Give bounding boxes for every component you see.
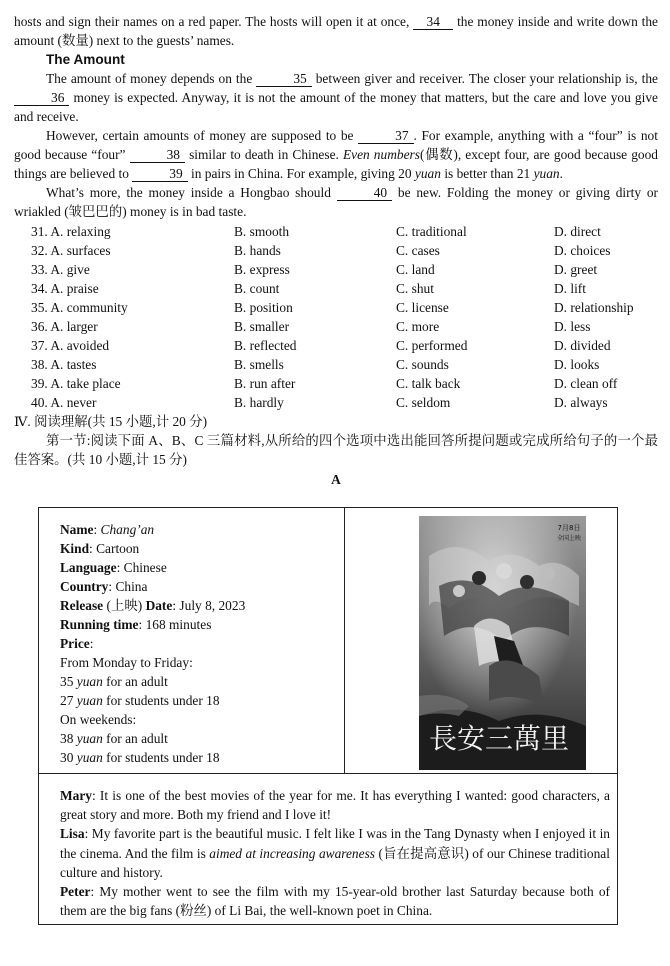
- text: money is expected. Anyway, it is not the amount of the money that matters, but the care and love you give and receive.: [14, 90, 658, 124]
- option-item: C. performed: [396, 338, 468, 353]
- text-italic: yuan: [414, 166, 441, 181]
- option-item: D. divided: [554, 338, 611, 353]
- option-item: C. sounds: [396, 357, 449, 372]
- option-row: [14, 317, 658, 336]
- field-note: (上映): [106, 598, 143, 613]
- info-row: Price:: [60, 636, 94, 651]
- option-item: 31. A. relaxing: [31, 224, 111, 239]
- field-value: China: [115, 579, 148, 594]
- text: is better than 21: [444, 166, 531, 181]
- price-heading: From Monday to Friday:: [60, 655, 193, 670]
- option-row: [14, 393, 658, 412]
- blank-35: 35: [256, 71, 311, 87]
- exam-page: [14, 12, 658, 488]
- field-value: 168 minutes: [145, 617, 212, 632]
- field-value: Cartoon: [96, 541, 140, 556]
- price-row: [60, 672, 340, 691]
- text: . For example, anything with a “four” is not good because “four”: [14, 128, 658, 162]
- field-key: Name: [60, 522, 94, 537]
- field-key: Release: [60, 598, 104, 613]
- option-row: [14, 298, 658, 317]
- option-item: C. talk back: [396, 376, 461, 391]
- info-row: Name: Chang’an: [60, 522, 155, 537]
- option-row: [14, 374, 658, 393]
- option-item: D. relationship: [554, 300, 634, 315]
- paragraph-1: [14, 12, 658, 50]
- price: 27: [60, 693, 74, 708]
- option-item: D. choices: [554, 243, 611, 258]
- option-item: C. traditional: [396, 224, 467, 239]
- option-item: 35. A. community: [31, 300, 128, 315]
- paragraph-4: [14, 183, 658, 221]
- text: between giver and receiver. The closer your relationship is, the: [315, 71, 658, 86]
- blank-38: 38: [130, 147, 185, 163]
- option-item: 37. A. avoided: [31, 338, 110, 353]
- price: 35: [60, 674, 74, 689]
- option-item: 32. A. surfaces: [31, 243, 111, 258]
- price-row: [60, 748, 340, 767]
- unit: yuan: [76, 750, 103, 765]
- review-mary: Mary: It is one of the best movies of the year for me. It has everything I wanted: good characters, a great story and more. Both my friend and I love it!: [60, 788, 610, 823]
- blank-34: 34: [413, 14, 453, 30]
- text: hosts and sign their names on a red paper. The hosts will open it at once,: [14, 14, 410, 29]
- text: .: [559, 166, 563, 181]
- info-row: Release (上映) Date: July 8, 2023: [60, 598, 246, 613]
- price: 38: [60, 731, 74, 746]
- option-item: D. clean off: [554, 376, 618, 391]
- poster-title: 長安三萬里: [428, 722, 570, 755]
- text: be new. Folding the money or giving dirty or wriakled (皱巴巴的) money is in bad taste.: [14, 185, 658, 219]
- price-heading: On weekends:: [60, 712, 137, 727]
- text: the money inside and write down the amount (数量) next to the guests’ names.: [14, 14, 658, 48]
- option-item: B. position: [234, 300, 293, 315]
- option-row: [14, 260, 658, 279]
- field-key: Language: [60, 560, 117, 575]
- text-italic: Even numbers: [342, 147, 420, 162]
- divider: [344, 508, 345, 773]
- option-item: C. cases: [396, 243, 440, 258]
- price: 30: [60, 750, 74, 765]
- option-row: [14, 222, 658, 241]
- reviewer-name: Mary: [60, 788, 92, 803]
- option-item: C. license: [396, 300, 449, 315]
- option-item: B. smooth: [234, 224, 290, 239]
- info-row: Language: Chinese: [60, 560, 167, 575]
- option-row: [14, 241, 658, 260]
- option-item: B. hands: [234, 243, 281, 258]
- field-value: Chinese: [123, 560, 167, 575]
- option-item: 40. A. never: [31, 395, 97, 410]
- option-item: D. always: [554, 395, 608, 410]
- paragraph-2: [14, 69, 658, 126]
- paragraph-3: [14, 126, 658, 183]
- review-text: My favorite part is the beautiful music. I felt like I was in the Tang Dynasty when I enjoyed it in the cinema. And the film is: [60, 826, 610, 861]
- options-list: [14, 222, 658, 412]
- option-item: B. run after: [234, 376, 296, 391]
- option-item: D. direct: [554, 224, 601, 239]
- poster-date-sub: 全国上映: [556, 535, 582, 542]
- option-item: 36. A. larger: [31, 319, 98, 334]
- option-item: B. express: [234, 262, 290, 277]
- reviews: [60, 786, 610, 920]
- movie-card: [38, 507, 618, 925]
- blank-37: 37: [358, 128, 413, 144]
- unit: yuan: [76, 693, 103, 708]
- option-item: B. smells: [234, 357, 284, 372]
- option-row: [14, 336, 658, 355]
- option-item: 39. A. take place: [31, 376, 121, 391]
- price-row: [60, 691, 340, 710]
- option-item: B. hardly: [234, 395, 284, 410]
- option-item: C. shut: [396, 281, 434, 296]
- movie-info: [60, 520, 340, 767]
- field-key: Price: [60, 636, 90, 651]
- field-key: Running time: [60, 617, 139, 632]
- option-item: C. more: [396, 319, 440, 334]
- option-item: C. seldom: [396, 395, 451, 410]
- review-text: My mother went to see the film with my 15-year-old brother last Saturday because both of them are the big fans (粉丝) of Li Bai, the well-known poet in China.: [60, 884, 610, 919]
- field-key: Country: [60, 579, 109, 594]
- option-row: [14, 279, 658, 298]
- unit: yuan: [76, 731, 103, 746]
- passage-label: A: [331, 472, 341, 487]
- text: (偶数), except four, are good because good things are believed to: [14, 147, 658, 181]
- field-key: Date: [145, 598, 173, 613]
- unit: yuan: [76, 674, 103, 689]
- option-row: [14, 355, 658, 374]
- blank-40: 40: [337, 185, 392, 201]
- option-item: D. less: [554, 319, 591, 334]
- blank-36: 36: [14, 90, 69, 106]
- option-item: D. looks: [554, 357, 600, 372]
- poster-art: [419, 516, 586, 770]
- info-row: Kind: Cartoon: [60, 541, 140, 556]
- review-text: It is one of the best movies of the year for me. It has everything I wanted: good characters, a great story and more. Both my friend and I love it!: [60, 788, 610, 823]
- review-text-italic: aimed at increasing awareness: [209, 845, 375, 861]
- price-desc: for students under 18: [106, 750, 220, 765]
- option-item: D. lift: [554, 281, 586, 296]
- text: similar to death in Chinese.: [189, 147, 339, 162]
- blank-39: 39: [132, 166, 187, 182]
- price-desc: for an adult: [106, 674, 168, 689]
- section-instruction: 第一节:阅读下面 A、B、C 三篇材料,从所给的四个选项中选出能回答所提问题或完成所给句子的一个最佳答案。(共 10 小题,计 15 分): [14, 433, 658, 467]
- info-row: Country: China: [60, 579, 148, 594]
- price-desc: for an adult: [106, 731, 168, 746]
- review-lisa: Lisa: My favorite part is the beautiful music. I felt like I was in the Tang Dynasty when I enjoyed it in the cinema. And the film is aimed at increasing awareness (旨在提高意识) of our Chinese traditional culture and history.: [60, 826, 610, 880]
- text-italic: yuan: [533, 166, 560, 181]
- field-value: Chang’an: [100, 522, 155, 537]
- field-key: Kind: [60, 541, 90, 556]
- text: in pairs in China. For example, giving 20: [191, 166, 412, 181]
- option-item: B. reflected: [234, 338, 297, 353]
- reviewer-name: Peter: [60, 884, 91, 900]
- text: However, certain amounts of money are supposed to be: [46, 128, 354, 143]
- section-heading: The Amount: [46, 52, 125, 67]
- movie-poster: [419, 516, 586, 770]
- text: What’s more, the money inside a Hongbao should: [46, 185, 331, 200]
- price-desc: for students under 18: [106, 693, 220, 708]
- option-item: 33. A. give: [31, 262, 90, 277]
- option-item: 34. A. praise: [31, 281, 99, 296]
- option-item: D. greet: [554, 262, 598, 277]
- option-item: B. smaller: [234, 319, 290, 334]
- option-item: 38. A. tastes: [31, 357, 97, 372]
- review-text: (旨在提高意识) of our Chinese traditional culture and history.: [60, 845, 610, 880]
- reviewer-name: Lisa: [60, 826, 85, 842]
- poster-date: 7月8日: [557, 524, 581, 532]
- review-peter: Peter: My mother went to see the film with my 15-year-old brother last Saturday because both of them are the big fans (粉丝) of Li Bai, the well-known poet in China.: [60, 884, 610, 919]
- field-value: July 8, 2023: [179, 598, 246, 613]
- info-row: Running time: 168 minutes: [60, 617, 212, 632]
- text: The amount of money depends on the: [46, 71, 253, 86]
- option-item: B. count: [234, 281, 280, 296]
- section-title: Ⅳ. 阅读理解(共 15 小题,计 20 分): [14, 414, 208, 429]
- price-row: [60, 729, 340, 748]
- divider: [39, 773, 617, 774]
- option-item: C. land: [396, 262, 435, 277]
